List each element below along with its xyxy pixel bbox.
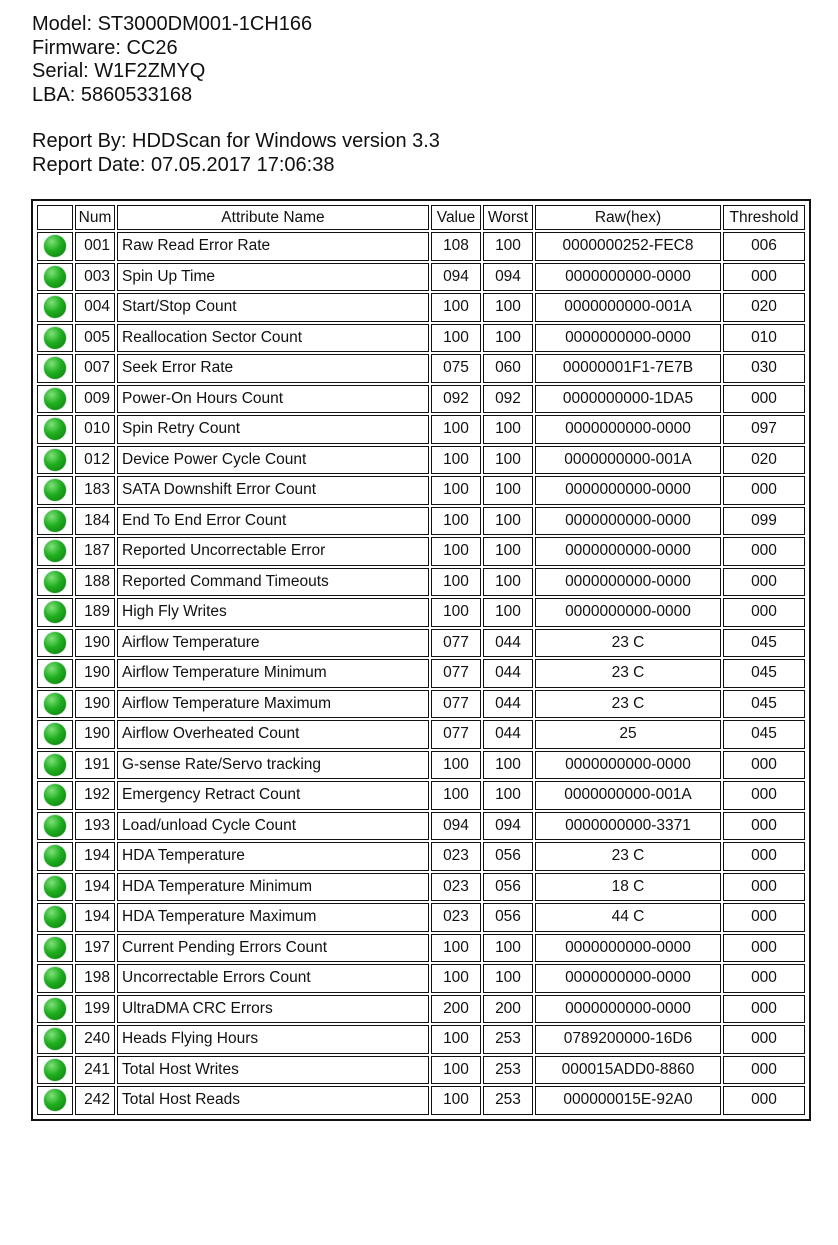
green-circle-icon bbox=[44, 998, 66, 1020]
report-header bbox=[32, 13, 440, 177]
attribute-raw-cell: 0000000000-001A bbox=[535, 446, 721, 475]
attribute-name-cell: Spin Up Time bbox=[117, 263, 429, 292]
attribute-name-cell: Total Host Reads bbox=[117, 1086, 429, 1115]
attribute-num-cell: 001 bbox=[75, 232, 115, 261]
attribute-threshold-cell: 020 bbox=[723, 446, 805, 475]
attribute-raw-cell: 0000000000-0000 bbox=[535, 751, 721, 780]
column-header-worst: Worst bbox=[483, 205, 533, 230]
status-cell bbox=[37, 476, 73, 505]
attribute-threshold-cell: 000 bbox=[723, 1086, 805, 1115]
status-cell bbox=[37, 812, 73, 841]
attribute-threshold-cell: 000 bbox=[723, 842, 805, 871]
attribute-worst-cell: 100 bbox=[483, 598, 533, 627]
green-circle-icon bbox=[44, 296, 66, 318]
attribute-num-cell: 194 bbox=[75, 873, 115, 902]
attribute-threshold-cell: 045 bbox=[723, 720, 805, 749]
attribute-raw-cell: 0000000000-001A bbox=[535, 293, 721, 322]
attribute-name-cell: HDA Temperature Maximum bbox=[117, 903, 429, 932]
attribute-name-cell: Emergency Retract Count bbox=[117, 781, 429, 810]
attribute-threshold-cell: 000 bbox=[723, 1025, 805, 1054]
attribute-threshold-cell: 000 bbox=[723, 568, 805, 597]
model-line: Model: ST3000DM001-1CH166 bbox=[32, 13, 313, 35]
attribute-num-cell: 192 bbox=[75, 781, 115, 810]
attribute-raw-cell: 0000000000-0000 bbox=[535, 934, 721, 963]
attribute-num-cell: 198 bbox=[75, 964, 115, 993]
attribute-threshold-cell: 099 bbox=[723, 507, 805, 536]
header-spacer bbox=[32, 107, 440, 130]
column-header-threshold: Threshold bbox=[723, 205, 805, 230]
column-header-status bbox=[37, 205, 73, 230]
green-circle-icon bbox=[44, 235, 66, 257]
green-circle-icon bbox=[44, 327, 66, 349]
attribute-name-cell: Spin Retry Count bbox=[117, 415, 429, 444]
attribute-threshold-cell: 000 bbox=[723, 812, 805, 841]
green-circle-icon bbox=[44, 418, 66, 440]
attribute-worst-cell: 056 bbox=[483, 903, 533, 932]
attribute-num-cell: 194 bbox=[75, 903, 115, 932]
attribute-worst-cell: 094 bbox=[483, 263, 533, 292]
green-circle-icon bbox=[44, 357, 66, 379]
attribute-worst-cell: 100 bbox=[483, 507, 533, 536]
green-circle-icon bbox=[44, 1028, 66, 1050]
status-cell bbox=[37, 385, 73, 414]
table-row bbox=[37, 812, 805, 841]
attribute-name-cell: Total Host Writes bbox=[117, 1056, 429, 1085]
attribute-threshold-cell: 000 bbox=[723, 263, 805, 292]
attribute-num-cell: 241 bbox=[75, 1056, 115, 1085]
attribute-raw-cell: 000000015E-92A0 bbox=[535, 1086, 721, 1115]
attribute-num-cell: 242 bbox=[75, 1086, 115, 1115]
attribute-num-cell: 189 bbox=[75, 598, 115, 627]
table-row bbox=[37, 751, 805, 780]
attribute-value-cell: 075 bbox=[431, 354, 481, 383]
attribute-value-cell: 100 bbox=[431, 415, 481, 444]
status-cell bbox=[37, 781, 73, 810]
attribute-raw-cell: 0000000000-0000 bbox=[535, 507, 721, 536]
attribute-name-cell: Seek Error Rate bbox=[117, 354, 429, 383]
attribute-raw-cell: 23 C bbox=[535, 690, 721, 719]
attribute-name-cell: SATA Downshift Error Count bbox=[117, 476, 429, 505]
firmware-line: Firmware: CC26 bbox=[32, 36, 178, 59]
attribute-threshold-cell: 000 bbox=[723, 903, 805, 932]
green-circle-icon bbox=[44, 937, 66, 959]
serial-line: Serial: W1F2ZMYQ bbox=[32, 60, 206, 82]
status-cell bbox=[37, 629, 73, 658]
status-cell bbox=[37, 842, 73, 871]
attribute-num-cell: 190 bbox=[75, 690, 115, 719]
table-row bbox=[37, 964, 805, 993]
attribute-raw-cell: 23 C bbox=[535, 842, 721, 871]
status-cell bbox=[37, 873, 73, 902]
green-circle-icon bbox=[44, 662, 66, 684]
attribute-value-cell: 100 bbox=[431, 476, 481, 505]
report-by-line: Report By: HDDScan for Windows version 3.3 bbox=[32, 130, 440, 152]
attribute-name-cell: G-sense Rate/Servo tracking bbox=[117, 751, 429, 780]
attribute-name-cell: High Fly Writes bbox=[117, 598, 429, 627]
attribute-raw-cell: 0000000000-0000 bbox=[535, 537, 721, 566]
status-cell bbox=[37, 568, 73, 597]
status-cell bbox=[37, 964, 73, 993]
table-row bbox=[37, 446, 805, 475]
status-cell bbox=[37, 263, 73, 292]
attribute-threshold-cell: 045 bbox=[723, 659, 805, 688]
attribute-num-cell: 184 bbox=[75, 507, 115, 536]
table-row bbox=[37, 385, 805, 414]
green-circle-icon bbox=[44, 876, 66, 898]
attribute-name-cell: Load/unload Cycle Count bbox=[117, 812, 429, 841]
attribute-threshold-cell: 020 bbox=[723, 293, 805, 322]
attribute-worst-cell: 060 bbox=[483, 354, 533, 383]
attribute-raw-cell: 23 C bbox=[535, 659, 721, 688]
column-header-num: Num bbox=[75, 205, 115, 230]
table-row bbox=[37, 629, 805, 658]
green-circle-icon bbox=[44, 510, 66, 532]
status-cell bbox=[37, 751, 73, 780]
green-circle-icon bbox=[44, 693, 66, 715]
attribute-value-cell: 100 bbox=[431, 568, 481, 597]
attribute-name-cell: Airflow Temperature bbox=[117, 629, 429, 658]
attribute-num-cell: 005 bbox=[75, 324, 115, 353]
attribute-value-cell: 100 bbox=[431, 964, 481, 993]
attribute-threshold-cell: 000 bbox=[723, 934, 805, 963]
attribute-value-cell: 100 bbox=[431, 324, 481, 353]
attribute-raw-cell: 18 C bbox=[535, 873, 721, 902]
attribute-name-cell: Raw Read Error Rate bbox=[117, 232, 429, 261]
attribute-raw-cell: 0000000000-001A bbox=[535, 781, 721, 810]
attribute-name-cell: Reported Uncorrectable Error bbox=[117, 537, 429, 566]
attribute-num-cell: 194 bbox=[75, 842, 115, 871]
table-row bbox=[37, 507, 805, 536]
attribute-raw-cell: 44 C bbox=[535, 903, 721, 932]
attribute-num-cell: 187 bbox=[75, 537, 115, 566]
attribute-raw-cell: 0000000000-0000 bbox=[535, 995, 721, 1024]
attribute-value-cell: 023 bbox=[431, 842, 481, 871]
green-circle-icon bbox=[44, 479, 66, 501]
green-circle-icon bbox=[44, 906, 66, 928]
green-circle-icon bbox=[44, 967, 66, 989]
attribute-threshold-cell: 000 bbox=[723, 781, 805, 810]
attribute-name-cell: HDA Temperature Minimum bbox=[117, 873, 429, 902]
status-cell bbox=[37, 995, 73, 1024]
table-row bbox=[37, 903, 805, 932]
attribute-threshold-cell: 000 bbox=[723, 873, 805, 902]
table-row bbox=[37, 1025, 805, 1054]
table-row bbox=[37, 934, 805, 963]
attribute-value-cell: 077 bbox=[431, 629, 481, 658]
column-header-attribute-name: Attribute Name bbox=[117, 205, 429, 230]
table-row bbox=[37, 1086, 805, 1115]
column-header-raw: Raw(hex) bbox=[535, 205, 721, 230]
attribute-value-cell: 094 bbox=[431, 812, 481, 841]
green-circle-icon bbox=[44, 1059, 66, 1081]
attribute-threshold-cell: 097 bbox=[723, 415, 805, 444]
attribute-name-cell: Device Power Cycle Count bbox=[117, 446, 429, 475]
status-cell bbox=[37, 934, 73, 963]
green-circle-icon bbox=[44, 754, 66, 776]
green-circle-icon bbox=[44, 540, 66, 562]
attribute-threshold-cell: 006 bbox=[723, 232, 805, 261]
attribute-worst-cell: 100 bbox=[483, 537, 533, 566]
attribute-num-cell: 240 bbox=[75, 1025, 115, 1054]
attribute-worst-cell: 100 bbox=[483, 324, 533, 353]
attribute-worst-cell: 056 bbox=[483, 873, 533, 902]
attribute-threshold-cell: 000 bbox=[723, 476, 805, 505]
attribute-threshold-cell: 000 bbox=[723, 385, 805, 414]
status-cell bbox=[37, 1056, 73, 1085]
attribute-raw-cell: 0000000000-0000 bbox=[535, 964, 721, 993]
attribute-value-cell: 077 bbox=[431, 659, 481, 688]
attribute-worst-cell: 253 bbox=[483, 1086, 533, 1115]
status-cell bbox=[37, 354, 73, 383]
attribute-worst-cell: 100 bbox=[483, 568, 533, 597]
attribute-raw-cell: 0000000000-0000 bbox=[535, 324, 721, 353]
attribute-worst-cell: 100 bbox=[483, 232, 533, 261]
smart-attributes-table bbox=[35, 203, 807, 1117]
attribute-threshold-cell: 000 bbox=[723, 995, 805, 1024]
attribute-value-cell: 100 bbox=[431, 1086, 481, 1115]
green-circle-icon bbox=[44, 571, 66, 593]
attribute-name-cell: Heads Flying Hours bbox=[117, 1025, 429, 1054]
green-circle-icon bbox=[44, 815, 66, 837]
attribute-raw-cell: 0000000000-0000 bbox=[535, 568, 721, 597]
attribute-value-cell: 094 bbox=[431, 263, 481, 292]
table-row bbox=[37, 598, 805, 627]
attribute-name-cell: Reallocation Sector Count bbox=[117, 324, 429, 353]
green-circle-icon bbox=[44, 632, 66, 654]
table-row bbox=[37, 659, 805, 688]
attribute-raw-cell: 0000000000-0000 bbox=[535, 476, 721, 505]
status-cell bbox=[37, 1025, 73, 1054]
green-circle-icon bbox=[44, 601, 66, 623]
attribute-raw-cell: 0000000000-0000 bbox=[535, 415, 721, 444]
attribute-worst-cell: 100 bbox=[483, 781, 533, 810]
attribute-name-cell: Airflow Temperature Maximum bbox=[117, 690, 429, 719]
attribute-num-cell: 012 bbox=[75, 446, 115, 475]
table-row bbox=[37, 842, 805, 871]
attribute-name-cell: Power-On Hours Count bbox=[117, 385, 429, 414]
attribute-value-cell: 100 bbox=[431, 781, 481, 810]
attribute-worst-cell: 100 bbox=[483, 934, 533, 963]
table-row bbox=[37, 537, 805, 566]
table-header-row bbox=[37, 205, 805, 230]
table-row bbox=[37, 720, 805, 749]
status-cell bbox=[37, 507, 73, 536]
attribute-value-cell: 100 bbox=[431, 1025, 481, 1054]
attribute-name-cell: Uncorrectable Errors Count bbox=[117, 964, 429, 993]
attribute-num-cell: 199 bbox=[75, 995, 115, 1024]
attribute-worst-cell: 094 bbox=[483, 812, 533, 841]
attribute-num-cell: 009 bbox=[75, 385, 115, 414]
attribute-name-cell: Reported Command Timeouts bbox=[117, 568, 429, 597]
attribute-num-cell: 010 bbox=[75, 415, 115, 444]
attribute-num-cell: 188 bbox=[75, 568, 115, 597]
attribute-value-cell: 023 bbox=[431, 873, 481, 902]
attribute-value-cell: 100 bbox=[431, 934, 481, 963]
attribute-threshold-cell: 000 bbox=[723, 537, 805, 566]
attribute-name-cell: HDA Temperature bbox=[117, 842, 429, 871]
status-cell bbox=[37, 537, 73, 566]
attribute-num-cell: 197 bbox=[75, 934, 115, 963]
status-cell bbox=[37, 690, 73, 719]
table-row bbox=[37, 232, 805, 261]
attribute-name-cell: Airflow Temperature Minimum bbox=[117, 659, 429, 688]
attribute-num-cell: 190 bbox=[75, 720, 115, 749]
table-row bbox=[37, 690, 805, 719]
attribute-value-cell: 100 bbox=[431, 537, 481, 566]
attribute-name-cell: Start/Stop Count bbox=[117, 293, 429, 322]
attribute-raw-cell: 0789200000-16D6 bbox=[535, 1025, 721, 1054]
green-circle-icon bbox=[44, 845, 66, 867]
attribute-worst-cell: 044 bbox=[483, 720, 533, 749]
attribute-worst-cell: 092 bbox=[483, 385, 533, 414]
attribute-worst-cell: 100 bbox=[483, 964, 533, 993]
attribute-name-cell: Airflow Overheated Count bbox=[117, 720, 429, 749]
attribute-threshold-cell: 000 bbox=[723, 751, 805, 780]
attribute-value-cell: 077 bbox=[431, 720, 481, 749]
status-cell bbox=[37, 659, 73, 688]
attribute-num-cell: 004 bbox=[75, 293, 115, 322]
attribute-worst-cell: 100 bbox=[483, 293, 533, 322]
status-cell bbox=[37, 446, 73, 475]
attribute-raw-cell: 0000000000-1DA5 bbox=[535, 385, 721, 414]
attribute-worst-cell: 056 bbox=[483, 842, 533, 871]
status-cell bbox=[37, 1086, 73, 1115]
smart-table-frame bbox=[31, 199, 811, 1121]
table-row bbox=[37, 781, 805, 810]
attribute-num-cell: 190 bbox=[75, 659, 115, 688]
green-circle-icon bbox=[44, 1089, 66, 1111]
attribute-raw-cell: 0000000000-0000 bbox=[535, 598, 721, 627]
table-row bbox=[37, 476, 805, 505]
attribute-value-cell: 100 bbox=[431, 751, 481, 780]
attribute-value-cell: 100 bbox=[431, 598, 481, 627]
status-cell bbox=[37, 903, 73, 932]
attribute-threshold-cell: 030 bbox=[723, 354, 805, 383]
attribute-raw-cell: 000015ADD0-8860 bbox=[535, 1056, 721, 1085]
green-circle-icon bbox=[44, 723, 66, 745]
attribute-worst-cell: 044 bbox=[483, 690, 533, 719]
attribute-worst-cell: 200 bbox=[483, 995, 533, 1024]
status-cell bbox=[37, 720, 73, 749]
status-cell bbox=[37, 598, 73, 627]
attribute-raw-cell: 00000001F1-7E7B bbox=[535, 354, 721, 383]
attribute-worst-cell: 100 bbox=[483, 751, 533, 780]
column-header-value: Value bbox=[431, 205, 481, 230]
status-cell bbox=[37, 324, 73, 353]
attribute-raw-cell: 0000000000-3371 bbox=[535, 812, 721, 841]
lba-line: LBA: 5860533168 bbox=[32, 83, 193, 106]
attribute-name-cell: End To End Error Count bbox=[117, 507, 429, 536]
attribute-threshold-cell: 000 bbox=[723, 598, 805, 627]
attribute-threshold-cell: 045 bbox=[723, 690, 805, 719]
table-row bbox=[37, 263, 805, 292]
attribute-worst-cell: 253 bbox=[483, 1025, 533, 1054]
table-row bbox=[37, 1056, 805, 1085]
table-row bbox=[37, 293, 805, 322]
attribute-worst-cell: 100 bbox=[483, 415, 533, 444]
green-circle-icon bbox=[44, 784, 66, 806]
attribute-raw-cell: 0000000000-0000 bbox=[535, 263, 721, 292]
table-row bbox=[37, 995, 805, 1024]
attribute-value-cell: 100 bbox=[431, 1056, 481, 1085]
table-row bbox=[37, 354, 805, 383]
attribute-raw-cell: 25 bbox=[535, 720, 721, 749]
attribute-worst-cell: 044 bbox=[483, 629, 533, 658]
table-row bbox=[37, 568, 805, 597]
attribute-name-cell: Current Pending Errors Count bbox=[117, 934, 429, 963]
table-row bbox=[37, 415, 805, 444]
attribute-value-cell: 077 bbox=[431, 690, 481, 719]
attribute-num-cell: 183 bbox=[75, 476, 115, 505]
attribute-threshold-cell: 000 bbox=[723, 1056, 805, 1085]
green-circle-icon bbox=[44, 266, 66, 288]
attribute-value-cell: 100 bbox=[431, 293, 481, 322]
attribute-threshold-cell: 010 bbox=[723, 324, 805, 353]
attribute-threshold-cell: 045 bbox=[723, 629, 805, 658]
attribute-worst-cell: 044 bbox=[483, 659, 533, 688]
table-row bbox=[37, 324, 805, 353]
attribute-raw-cell: 0000000252-FEC8 bbox=[535, 232, 721, 261]
status-cell bbox=[37, 293, 73, 322]
attribute-num-cell: 007 bbox=[75, 354, 115, 383]
attribute-value-cell: 023 bbox=[431, 903, 481, 932]
attribute-num-cell: 191 bbox=[75, 751, 115, 780]
attribute-value-cell: 108 bbox=[431, 232, 481, 261]
attribute-value-cell: 200 bbox=[431, 995, 481, 1024]
attribute-value-cell: 092 bbox=[431, 385, 481, 414]
status-cell bbox=[37, 415, 73, 444]
table-body bbox=[37, 232, 805, 1115]
attribute-raw-cell: 23 C bbox=[535, 629, 721, 658]
attribute-num-cell: 003 bbox=[75, 263, 115, 292]
attribute-worst-cell: 100 bbox=[483, 476, 533, 505]
report-date-line: Report Date: 07.05.2017 17:06:38 bbox=[32, 153, 335, 176]
table-row bbox=[37, 873, 805, 902]
attribute-worst-cell: 100 bbox=[483, 446, 533, 475]
attribute-num-cell: 190 bbox=[75, 629, 115, 658]
attribute-name-cell: UltraDMA CRC Errors bbox=[117, 995, 429, 1024]
green-circle-icon bbox=[44, 449, 66, 471]
green-circle-icon bbox=[44, 388, 66, 410]
status-cell bbox=[37, 232, 73, 261]
attribute-threshold-cell: 000 bbox=[723, 964, 805, 993]
attribute-value-cell: 100 bbox=[431, 446, 481, 475]
attribute-worst-cell: 253 bbox=[483, 1056, 533, 1085]
attribute-value-cell: 100 bbox=[431, 507, 481, 536]
attribute-num-cell: 193 bbox=[75, 812, 115, 841]
